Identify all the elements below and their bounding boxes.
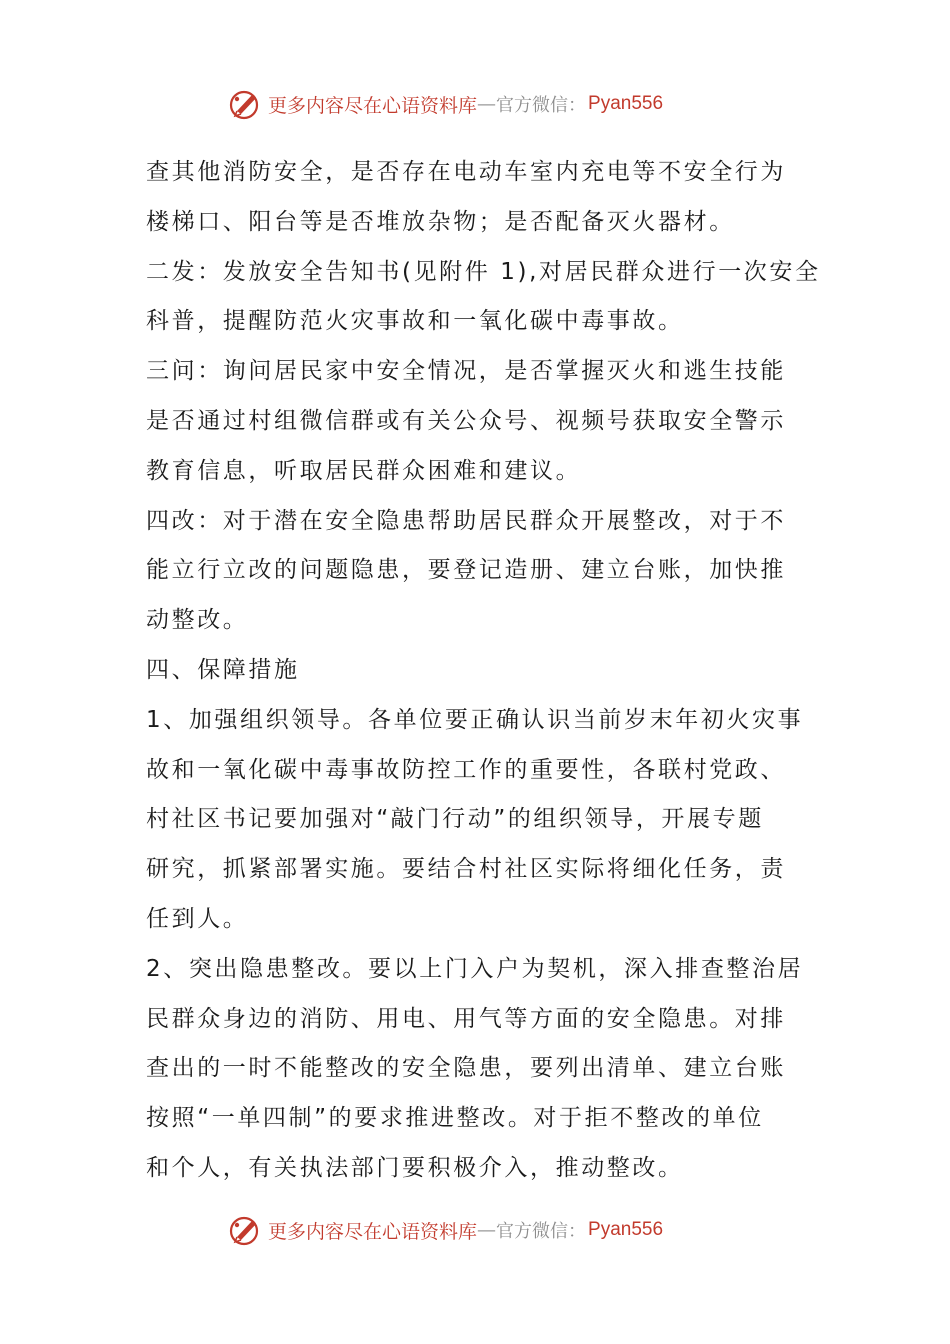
body-line: 2、突出隐患整改。要以上门入户为契机，深入排查整治居 — [146, 955, 804, 982]
body-line: 科普，提醒防范火灾事故和一氧化碳中毒事故。 — [146, 308, 684, 335]
watermark-wechat-label: 官方微信： — [496, 95, 587, 116]
body-line: 查出的一时不能整改的安全隐患，要列出清单、建立台账 — [146, 1055, 786, 1082]
body-line: 二发：发放安全告知书(见附件 1),对居民群众进行一次安全 — [146, 258, 821, 285]
body-line: 任到人。 — [146, 905, 249, 932]
watermark-wechat-id: Pyan556 — [588, 93, 664, 114]
body-line: 三问：询问居民家中安全情况，是否掌握灭火和逃生技能 — [146, 358, 786, 385]
body-line: 动整改。 — [146, 607, 249, 634]
pen-circle-logo-icon — [228, 87, 262, 121]
body-line: 故和一氧化碳中毒事故防控工作的重要性，各联村党政、 — [146, 756, 786, 783]
body-line: 1、加强组织领导。各单位要正确认识当前岁末年初火灾事 — [146, 706, 804, 733]
body-line: 能立行立改的问题隐患，要登记造册、建立台账，加快推 — [146, 557, 786, 584]
body-line: 教育信息，听取居民群众困难和建议。 — [146, 457, 582, 484]
body-line: 楼梯口、阳台等是否堆放杂物；是否配备灭火器材。 — [146, 208, 735, 235]
watermark-header — [228, 84, 748, 124]
watermark-dash: — — [477, 1219, 497, 1241]
document-body — [146, 148, 821, 1194]
watermark-main-text: 更多内容尽在心语资料库 — [268, 94, 478, 117]
watermark-footer — [228, 1210, 748, 1250]
body-line: 和个人，有关执法部门要积极介入，推动整改。 — [146, 1154, 684, 1181]
body-line: 民群众身边的消防、用电、用气等方面的安全隐患。对排 — [146, 1005, 786, 1032]
body-line: 查其他消防安全，是否存在电动车室内充电等不安全行为 — [146, 159, 786, 185]
watermark-main-text: 更多内容尽在心语资料库 — [268, 1220, 478, 1243]
watermark-dash: — — [477, 93, 497, 115]
body-line: 四改：对于潜在安全隐患帮助居民群众开展整改，对于不 — [146, 507, 786, 534]
pen-circle-logo-icon — [228, 1213, 262, 1247]
watermark-wechat-id: Pyan556 — [588, 1219, 664, 1240]
body-line: 是否通过村组微信群或有关公众号、视频号获取安全警示 — [146, 407, 786, 434]
section-heading: 四、保障措施 — [146, 656, 300, 683]
body-line: 村社区书记要加强对“敲门行动”的组织领导，开展专题 — [146, 806, 764, 833]
body-line: 研究，抓紧部署实施。要结合村社区实际将细化任务，责 — [146, 856, 786, 883]
body-line: 按照“一单四制”的要求推进整改。对于拒不整改的单位 — [146, 1105, 764, 1132]
watermark-wechat-label: 官方微信： — [496, 1221, 587, 1242]
